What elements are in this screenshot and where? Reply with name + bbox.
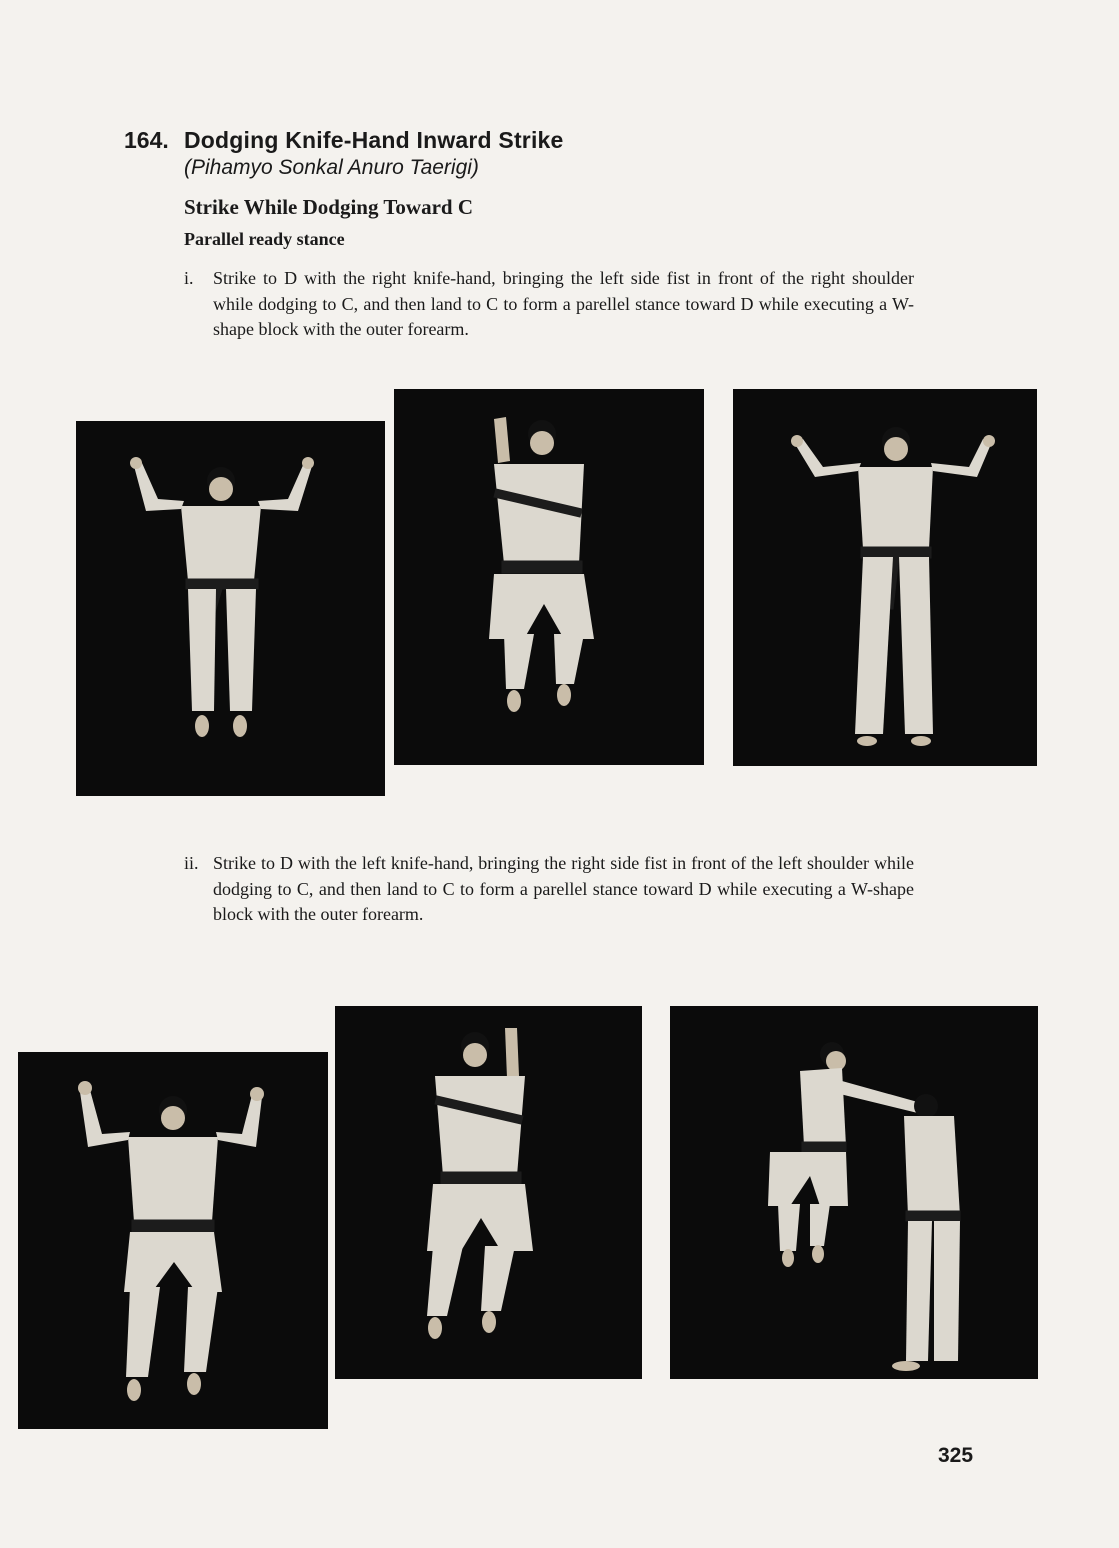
stance-label: Parallel ready stance: [184, 229, 345, 249]
photo-1-jump-w-block: [76, 421, 385, 796]
heading-subtitle: (Pihamyo Sonkal Anuro Taerigi): [184, 156, 479, 179]
page-number: 325: [938, 1444, 974, 1467]
photo-6-side-view-strike: [670, 1006, 1038, 1379]
section-title: Strike While Dodging Toward C: [184, 195, 474, 219]
step-2-marker: ii.: [184, 853, 199, 873]
photo-3-parallel-w-block: [733, 389, 1037, 766]
step-1-text: Strike to D with the right knife-hand, bringing the left side fist in front of the right shoulder while dodging to C, and then land to C to form a parellel stance toward D while executing a W-shape block with the outer forearm.: [213, 268, 914, 339]
step-2: [184, 851, 914, 928]
heading-number: 164.: [124, 127, 169, 153]
photo-2-jump-strike: [394, 389, 704, 765]
heading-title: Dodging Knife-Hand Inward Strike: [184, 127, 564, 153]
photo-4-jump-w-block: [18, 1052, 328, 1429]
step-1: [184, 266, 914, 343]
photo-5-jump-strike: [335, 1006, 642, 1379]
step-1-marker: i.: [184, 268, 194, 288]
step-2-text: Strike to D with the left knife-hand, bringing the right side fist in front of the left shoulder while dodging to C, and then land to C to form a parellel stance toward D while executing a W-shape block with the outer forearm.: [213, 853, 914, 924]
